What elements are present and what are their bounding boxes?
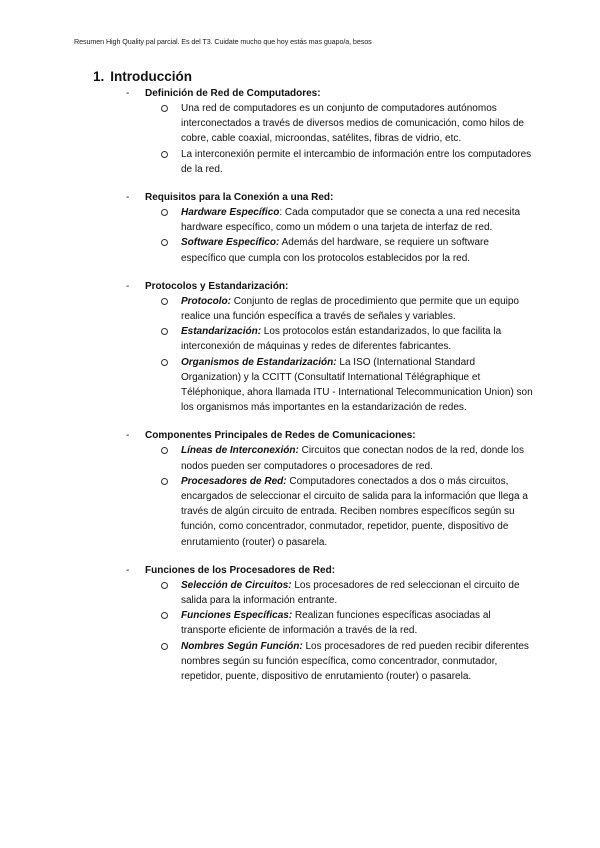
list-item — [181, 101, 534, 147]
section-title-text: Introducción — [110, 69, 193, 84]
item-text: La interconexión permite el intercambio de información entre los computadores de la red. — [181, 148, 532, 175]
sub-list — [124, 443, 534, 549]
list-item — [181, 324, 534, 354]
circle-bullet-icon — [161, 612, 168, 619]
circle-bullet-icon — [161, 643, 168, 650]
section-number: 1. — [93, 69, 105, 84]
circle-bullet-icon — [161, 151, 168, 158]
circle-bullet-icon — [161, 105, 168, 112]
dash-bullet-icon: - — [126, 88, 130, 99]
circle-bullet-icon — [161, 478, 168, 485]
item-text: Los procesadores de red pueden recibir diferentes nombres según su función específica, como concentrador, conmutador, repetidor, puente, dispositivo de enrutamiento (router) o pasarela. — [181, 640, 529, 683]
item-term: Selección de Circuitos: — [181, 579, 292, 591]
item-term: Líneas de Interconexión: — [181, 445, 299, 457]
header-note: Resumen High Quality pal parcial. Es del T3. Cuidate mucho que hoy estás mas guapo/a, besos — [74, 37, 372, 46]
item-term: Software Específico: — [181, 237, 280, 249]
list-item — [181, 474, 534, 550]
item-text: Computadores conectados a dos o más circuitos, encargados de seleccionar el circuito de salida para la información que llega a través de algún circuito de entrada. Reciben nombres específicos según su función, como concentrador, conmutador, repetidor, puente, dispositivo de enrutamiento (router) o pasarela. — [181, 475, 528, 548]
circle-bullet-icon — [161, 447, 168, 454]
list-item — [181, 235, 534, 265]
circle-bullet-icon — [161, 239, 168, 246]
topic-heading — [124, 279, 534, 294]
circle-bullet-icon — [161, 298, 168, 305]
item-text: La ISO (International Standard Organization) y la CCITT (Consultatif International Télégraphique et Téléphonique, ahora llamada ITU - International Telecommunication Union) son los organismos más importantes en la estandarización de redes. — [181, 356, 533, 414]
list-item — [181, 147, 534, 177]
list-item — [181, 639, 534, 685]
topic-section — [124, 86, 534, 177]
topic-heading — [124, 563, 534, 578]
item-text: Los procesadores de red seleccionan el circuito de salida para la información entrante. — [181, 579, 520, 607]
list-item — [181, 443, 534, 473]
list-item — [181, 355, 534, 416]
item-term: Estandarización: — [181, 326, 262, 338]
circle-bullet-icon — [161, 209, 168, 216]
topic-section — [124, 190, 534, 266]
circle-bullet-icon — [161, 582, 168, 589]
topic-heading — [124, 86, 534, 101]
sub-list — [124, 101, 534, 177]
topic-heading-text: Protocolos y Estandarización: — [145, 280, 289, 292]
item-text: Además del hardware, se requiere un software específico que cumpla con los protocolos establecidos por la red. — [181, 237, 489, 264]
topic-heading-text: Definición de Red de Computadores: — [145, 88, 321, 99]
dash-bullet-icon: - — [126, 280, 130, 292]
item-text: : Cada computador que se conecta a una red necesita hardware específico, como un módem o una tarjeta de interfaz de red. — [181, 207, 521, 234]
list-item — [181, 578, 534, 608]
topic-section — [124, 428, 534, 549]
item-text: Circuitos que conectan nodos de la red, donde los nodos pueden ser computadores o procesadores de red. — [181, 445, 524, 472]
item-text: Conjunto de reglas de procedimiento que permite que un equipo realice una función específica a través de señales y variables. — [181, 295, 519, 323]
list-item — [181, 205, 534, 235]
circle-bullet-icon — [161, 328, 168, 335]
topic-heading-text: Requisitos para la Conexión a una Red: — [145, 192, 334, 204]
item-term: Funciones Específicas: — [181, 610, 293, 622]
topic-heading-text: Funciones de los Procesadores de Red: — [145, 564, 336, 576]
topic-heading-text: Componentes Principales de Redes de Comunicaciones: — [145, 430, 416, 442]
item-text: Realizan funciones específicas asociadas al transporte eficiente de información a través de la red. — [181, 610, 491, 637]
section-title — [93, 69, 192, 84]
dash-bullet-icon: - — [126, 430, 130, 442]
document-body — [124, 86, 534, 697]
item-text: Una red de computadores es un conjunto de computadores autónomos interconectados a través de diversos medios de comunicación, como hilos de cobre, cable coaxial, microondas, satélites, fibras de vidrio, etc. — [181, 103, 524, 145]
list-item — [181, 294, 534, 324]
dash-bullet-icon: - — [126, 192, 130, 204]
sub-list — [124, 294, 534, 416]
item-term: Organismos de Estandarización: — [181, 356, 337, 368]
circle-bullet-icon — [161, 359, 168, 366]
dash-bullet-icon: - — [126, 564, 130, 576]
topic-section — [124, 279, 534, 416]
sub-list — [124, 205, 534, 266]
item-text: Los protocolos están estandarizados, lo que facilita la interconexión de máquinas y redes de diferentes fabricantes. — [181, 326, 502, 353]
topic-heading — [124, 428, 534, 443]
list-item — [181, 608, 534, 638]
topic-heading — [124, 190, 534, 205]
item-term: Hardware Específico — [181, 207, 280, 219]
item-term: Procesadores de Red: — [181, 475, 287, 487]
topic-section — [124, 563, 534, 684]
sub-list — [124, 578, 534, 684]
item-term: Nombres Según Función: — [181, 640, 303, 652]
item-term: Protocolo: — [181, 295, 231, 307]
